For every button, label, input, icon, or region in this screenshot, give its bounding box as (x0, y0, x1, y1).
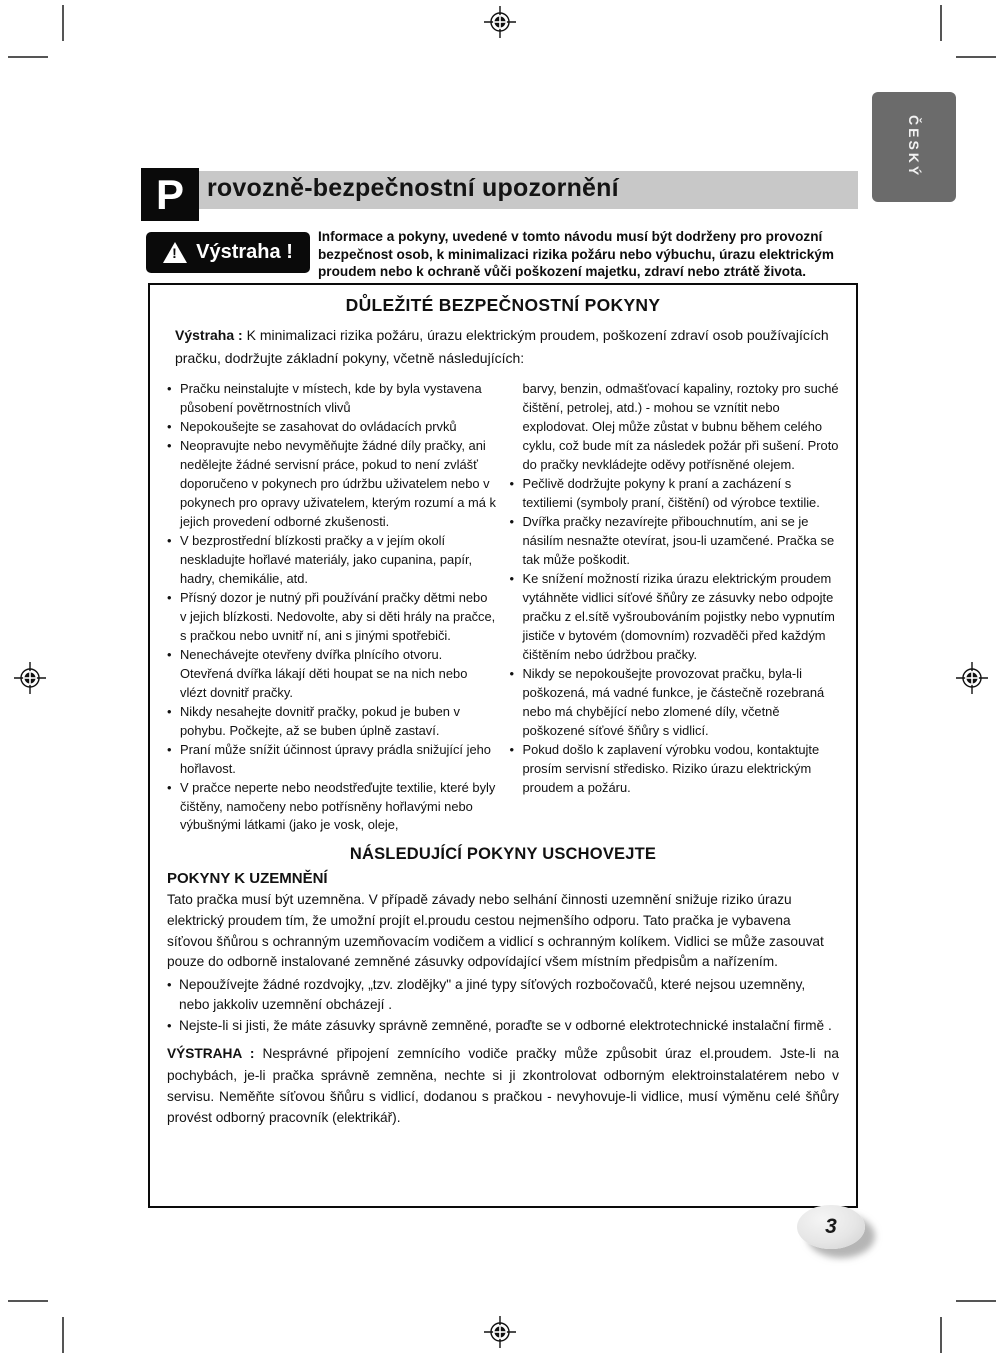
registration-mark-icon (484, 1316, 516, 1348)
safety-instructions-box (148, 283, 858, 1208)
list-item-text: Přísný dozor je nutný při používání pračky dětmi nebo v jejich blízkosti. Nedovolte, aby si děti hrály na pračce, s pračkou nebo uvnitř ní, ani s jinými spotřebiči. (180, 589, 496, 643)
section-initial-box (141, 168, 199, 221)
warning-banner-text: Informace a pokyny, uvedené v tomto návodu musí být dodrženy pro provozní bezpečnost osob, k minimalizaci rizika požáru nebo výbuchu, úrazu elektrickým proudem nebo k ochraně vůči poškození majetku, zdraví nebo ztrátě života. (318, 229, 834, 280)
list-item-text: Nikdy nesahejte dovnitř pračky, pokud je buben v pohybu. Počkejte, až se buben úplně zastaví. (180, 703, 460, 738)
list-item (510, 741, 840, 798)
language-tab-label: ČESKÝ (906, 115, 922, 179)
crop-mark (940, 5, 942, 41)
grounding-warning-label: VÝSTRAHA : (167, 1046, 255, 1062)
bullet-marker: • (167, 381, 172, 397)
list-item (167, 437, 497, 532)
list-item-text: barvy, benzin, odmašťovací kapaliny, roztoky pro suché čištění, petrolej, atd.) - mohou se vznítit nebo explodovat. Olej může zůstat v bubnu během celého cyklu, což bude mít za následek požár při sušení. Proto do pračky nevkládejte oděvy potřísněné olejem. (522, 381, 839, 473)
bullet-column-right (510, 380, 840, 835)
grounding-warning-text: Nesprávné připojení zemnícího vodiče pračky může způsobit úraz el.proudem. Jste-li na pochybách, je-li pračka správně zemněna, nechte si ji zkontrolovat odborným elektroinstalatérem nebo v servisu. Neměňte síťovou šňůru s vidlicí, dodanou s pračkou - nevyhovuje-li vidlice, musí výměnu celé šňůry provést odborný pracovník (elektrikář). (167, 1046, 839, 1125)
bullet-marker: • (167, 1017, 172, 1033)
list-item-text: Pokud došlo k zaplavení výrobku vodou, kontaktujte prosím servisní středisko. Riziko úrazu elektrickým proudem a požáru. (522, 741, 820, 795)
bullet-marker: • (167, 703, 172, 719)
list-item (167, 646, 497, 703)
bullet-marker: • (167, 419, 172, 435)
safety-intro (175, 324, 835, 370)
warning-triangle-icon (163, 242, 187, 263)
list-item-text: Dvířka pračky nezavírejte přibouchnutím, ani se je násilím nesnažte otevírat, jsou-li uzamčené. Pračka se tak může poškodit. (522, 513, 835, 567)
list-item (167, 703, 497, 741)
list-item-text: V pračce neperte nebo neodstřeďujte textilie, které byly čištěny, namočeny nebo potřísněny hořlavými nebo výbušnými látkami (jako je vosk, oleje, (180, 779, 496, 833)
list-item (167, 380, 497, 418)
page-title: rovozně-bezpečnostní upozornění (207, 174, 619, 202)
grounding-heading: POKYNY K UZEMNĚNÍ (167, 870, 328, 888)
list-item-text: Nikdy se nepokoušejte provozovat pračku, byla-li poškozená, má vadné funkce, je částečně rozebraná nebo má chybějící nebo zlomené díly, včetně poškozené síťové šňůry s vidlicí. (522, 665, 825, 738)
list-item (167, 418, 497, 437)
list-item-text: Nejste-li si jisti, že máte zásuvky správně zemněné, poraďte se v odborné elektrotechnické instalační firmě . (179, 1017, 832, 1033)
list-item-text: V bezprostřední blízkosti pračky a v jejím okolí neskladujte hořlavé materiály, jako cupanina, papír, hadry, chemikálie, atd. (180, 532, 473, 586)
list-item-text: Neopravujte nebo nevyměňujte žádné díly pračky, ani nedělejte žádné servisní práce, pokud to není zvlášť doporučeno v pokynech pro údržbu uživatelem nebo v pokynech pro opravy uživatelem, kterým rozumí a má k jejich provedení odborné zkušenosti. (180, 438, 496, 529)
page-number: 3 (825, 1215, 837, 1238)
list-item (167, 589, 497, 646)
grounding-paragraph: Tato pračka musí být uzemněna. V případě závady nebo selhání činnosti uzemnění snižuje riziko úrazu elektrický proudem tím, že umožní projít el.proudu cestou nejmenšího odporu. Tato pračka je vybavena síťovou šňůrou s ochranným uzemňovacím vodičem a vidlicí s ochranným kolíkem. Vidlici se může zasouvat pouze do odborně instalované zemněné zásuvky odpovídající všem místním předpisům a nařízením. (167, 892, 824, 970)
bullet-marker: • (509, 476, 515, 492)
bullet-marker: • (167, 779, 172, 795)
crop-mark (956, 1300, 996, 1302)
language-tab-cesky (872, 92, 956, 202)
registration-mark-icon (484, 6, 516, 38)
list-item-text: Praní může snížit účinnost úpravy prádla snižující jeho hořlavost. (180, 741, 491, 776)
bullet-marker: • (167, 646, 172, 662)
list-item-text: Nenechávejte otevřeny dvířka plnícího otvoru. Otevřená dvířka lákají děti houpat se na nich nebo vlézt dovnitř pračky. (180, 646, 468, 700)
list-item (167, 779, 497, 836)
list-item (167, 1016, 839, 1037)
grounding-warning (167, 1043, 839, 1128)
bullet-marker (510, 380, 523, 475)
list-item (510, 475, 840, 513)
bullet-marker: • (167, 532, 172, 548)
keep-instructions-heading: NÁSLEDUJÍCÍ POKYNY USCHOVEJTE (349, 845, 657, 864)
list-item-text: Pečlivě dodržujte pokyny k praní a zacházení s textiliemi (symboly praní, čištění) od výrobce textilie. (522, 476, 820, 510)
bullet-columns (167, 380, 839, 835)
bullet-marker: • (167, 438, 172, 454)
crop-mark (8, 56, 48, 58)
crop-mark (62, 1317, 64, 1353)
bullet-marker: • (167, 976, 172, 992)
bullet-marker: • (509, 570, 515, 586)
crop-mark (8, 1300, 48, 1302)
warning-badge (146, 232, 310, 273)
bullet-marker: • (509, 741, 515, 757)
registration-mark-icon (14, 662, 46, 694)
section-initial: P (155, 170, 184, 218)
crop-mark (62, 5, 64, 41)
list-item-text: Ke snížení možností rizika úrazu elektrickým proudem vytáhněte vidlici síťové šňůry ze zásuvky nebo odpojte pračku z el.sítě vyšroubováním pojistky nebo vypnutím jističe v bytovém (domovním) rozvaděči před každým čištěním nebo údržbou pračky. (522, 570, 835, 662)
list-item (510, 570, 840, 665)
list-item (510, 513, 840, 570)
grounding-bullets (167, 975, 839, 1037)
crop-mark (956, 56, 996, 58)
list-item (167, 532, 497, 589)
list-item (510, 665, 840, 741)
safety-intro-label: Výstraha : (175, 327, 243, 343)
bullet-marker: • (509, 513, 515, 529)
safety-intro-text: K minimalizaci rizika požáru, úrazu elektrickým proudem, poškození zdraví osob používajících pračku, dodržujte základní pokyny, včetně následujících: (175, 327, 829, 367)
warning-badge-label: Výstraha ! (196, 241, 293, 263)
list-item-text: Pračku neinstalujte v místech, kde by byla vystavena působení povětrnostních vlivů (180, 381, 482, 416)
list-item (510, 380, 840, 475)
list-item (167, 975, 839, 1016)
registration-mark-icon (956, 662, 988, 694)
list-item-text: Nepokoušejte se zasahovat do ovládacích prvků (180, 419, 457, 435)
bullet-marker: • (509, 665, 515, 681)
bullet-marker: • (167, 589, 172, 605)
bullet-column-left (167, 380, 497, 835)
crop-mark (940, 1317, 942, 1353)
bullet-marker: • (167, 741, 172, 757)
list-item (167, 741, 497, 779)
page-number-badge (797, 1205, 865, 1249)
list-item-text: Nepoužívejte žádné rozdvojky, „tzv. zlodějky" a jiné typy síťových rozbočovačů, které nejsou uzemněny, nebo jakkoliv uzemnění obcházejí . (179, 976, 806, 1013)
safety-heading: DŮLEŽITÉ BEZPEČNOSTNÍ POKYNY (345, 295, 661, 315)
